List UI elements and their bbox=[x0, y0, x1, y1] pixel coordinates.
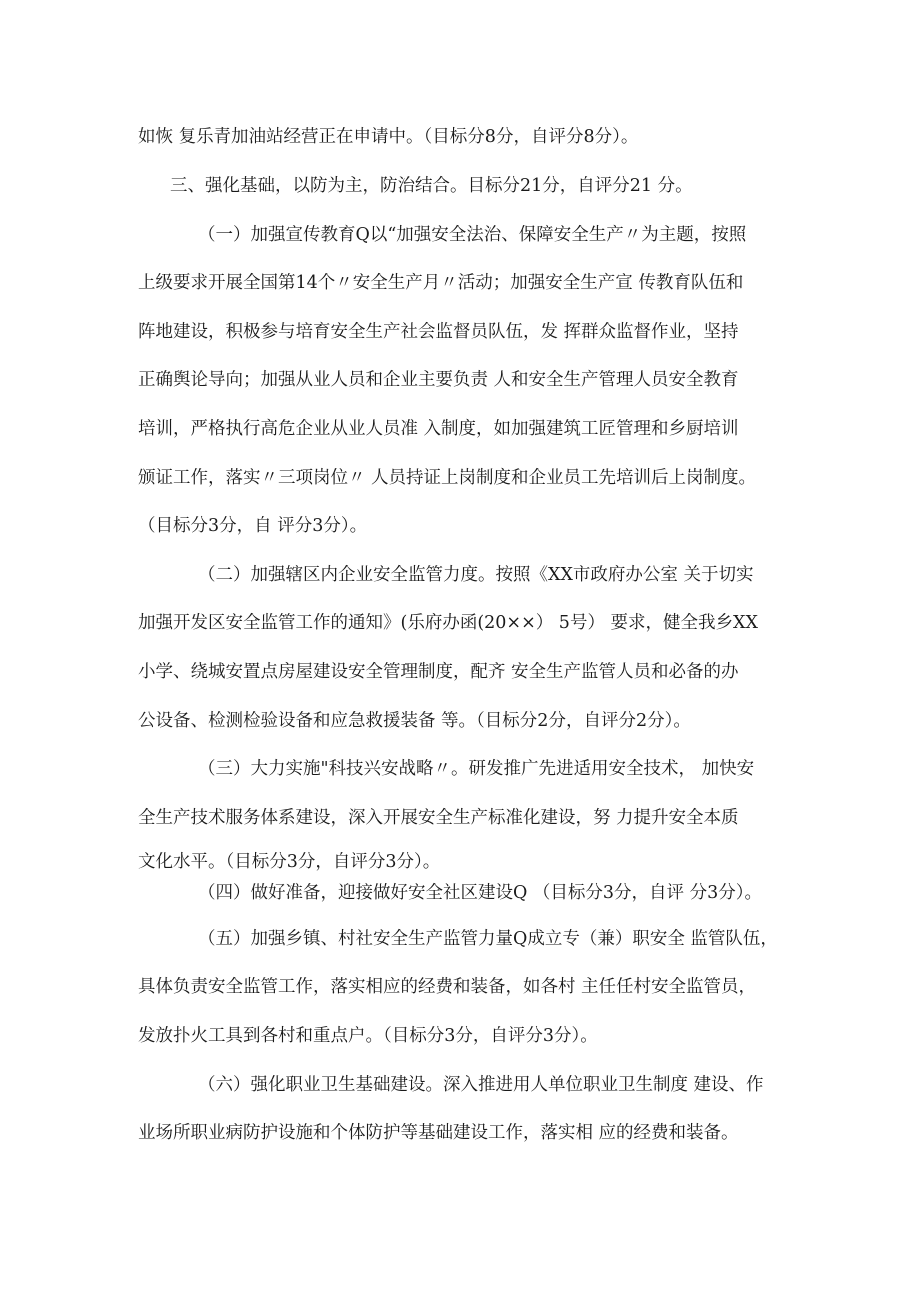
text-line: （五）加强乡镇、村社安全生产监管力量Q成立专（兼）职安全 监管队伍， bbox=[198, 929, 778, 949]
text-line: 文化水平。（目标分3分，自评分3分）。 bbox=[138, 852, 441, 872]
text-line: 培训，严格执行高危企业从业人员准 入制度，如加强建筑工匠管理和乡厨培训 bbox=[138, 419, 739, 439]
text-line: 全生产技术服务体系建设，深入开展安全生产标准化建设，努 力提升安全本质 bbox=[138, 808, 739, 828]
text-line: 业场所职业病防护设施和个体防护等基础建设工作，落实相 应的经费和装备。 bbox=[138, 1123, 739, 1143]
text-line: 上级要求开展全国第14个〃安全生产月〃活动；加强安全生产宣 传教育队伍和 bbox=[138, 273, 744, 293]
section-heading: 三、强化基础，以防为主，防治结合。目标分21分，自评分21 分。 bbox=[170, 176, 693, 196]
text-line: （三）大力实施"科技兴安战略〃。研发推广先进适用安全技术， 加快安 bbox=[198, 759, 755, 779]
text-line: 阵地建设，积极参与培育安全生产社会监督员队伍，发 挥群众监督作业，坚持 bbox=[138, 322, 739, 342]
text-line: 颁证工作，落实〃三项岗位〃 人员持证上岗制度和企业员工先培训后上岗制度。 bbox=[138, 468, 757, 488]
text-line: 具体负责安全监管工作，落实相应的经费和装备，如各村 主任任村安全监管员， bbox=[138, 977, 757, 997]
text-line: （四）做好准备，迎接做好安全社区建设Q （目标分3分，自评 分3分）。 bbox=[198, 883, 762, 903]
text-line: （六）强化职业卫生基础建设。深入推进用人单位职业卫生制度 建设、作 bbox=[198, 1075, 764, 1095]
text-line: 如恢 复乐青加油站经营正在申请中。（目标分8分，自评分8分）。 bbox=[138, 127, 639, 147]
text-line: 公设备、检测检验设备和应急救援装备 等。（目标分2分，自评分2分）。 bbox=[138, 711, 691, 731]
text-line: （一）加强宣传教育Q以“加强安全法治、保障安全生产〃为主题，按照 bbox=[198, 225, 747, 245]
text-line: 发放扑火工具到各村和重点户。（目标分3分，自评分3分）。 bbox=[138, 1026, 598, 1046]
text-line: 正确舆论导向；加强从业人员和企业主要负责 人和安全生产管理人员安全教育 bbox=[138, 370, 739, 390]
text-line: 加强开发区安全监管工作的通知》(乐府办函(20××） 5号） 要求，健全我乡XX bbox=[138, 613, 758, 633]
text-line: （二）加强辖区内企业安全监管力度。按照《XX市政府办公室 关于切实 bbox=[198, 565, 754, 585]
text-line: （目标分3分，自 评分3分）。 bbox=[138, 516, 368, 536]
text-line: 小学、绕城安置点房屋建设安全管理制度，配齐 安全生产监管人员和必备的办 bbox=[138, 662, 739, 682]
